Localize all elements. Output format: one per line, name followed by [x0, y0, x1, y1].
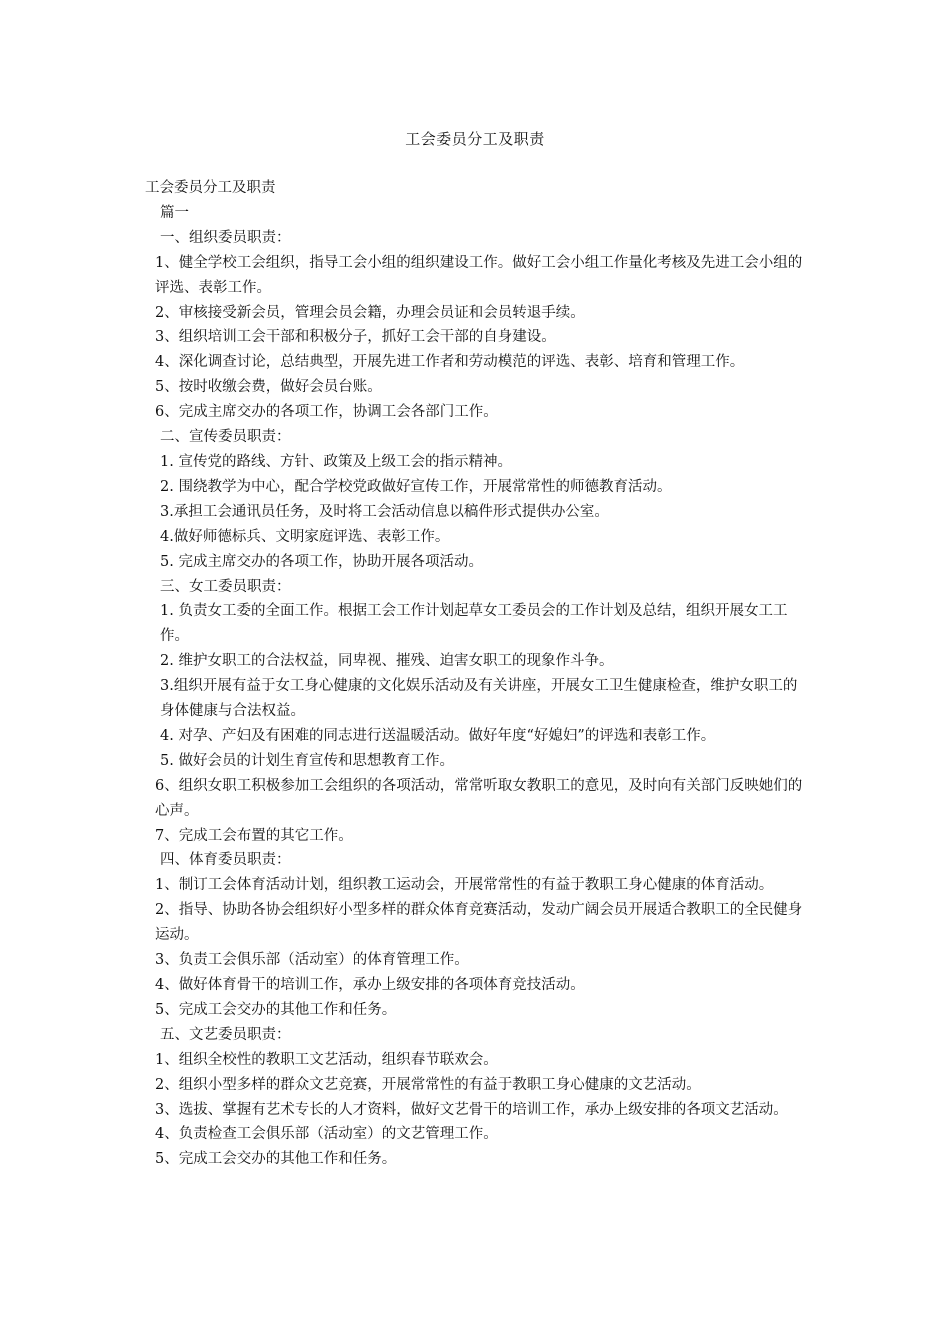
list-item: 1、组织全校性的教职工文艺活动，组织春节联欢会。 [155, 1051, 498, 1068]
list-item: 2、组织小型多样的群众文艺竞赛，开展常常性的有益于教职工身心健康的文艺活动。 [155, 1076, 701, 1093]
list-item: 5、按时收缴会费，做好会员台账。 [155, 379, 382, 396]
doc-subtitle: 工会委员分工及职责 [145, 180, 276, 196]
section-heading: 五、文艺委员职责： [160, 1026, 291, 1043]
list-item: 5、完成工会交办的其他工作和任务。 [155, 1151, 397, 1168]
list-item: 4、负责检查工会俱乐部（活动室）的文艺管理工作。 [155, 1126, 498, 1143]
doc-part-label: 篇一 [160, 204, 189, 221]
section-heading: 四、体育委员职责： [160, 852, 291, 869]
list-item: 1. 负责女工委的全面工作。根据工会工作计划起草女工委员会的工作计划及总结，组织开展女工工作。 [160, 603, 788, 645]
section-heading: 三、女工委员职责： [160, 578, 291, 595]
list-item: 5. 完成主席交办的各项工作，协助开展各项活动。 [160, 553, 483, 570]
list-item: 3.承担工会通讯员任务，及时将工会活动信息以稿件形式提供办公室。 [160, 503, 609, 520]
list-item: 4. 对孕、产妇及有困难的同志进行送温暖活动。做好年度“好媳妇”的评选和表彰工作。 [160, 727, 716, 744]
list-item: 4、做好体育骨干的培训工作，承办上级安排的各项体育竞技活动。 [155, 977, 585, 993]
document-title: 工会委员分工及职责 [405, 130, 545, 148]
list-item: 5、完成工会交办的其他工作和任务。 [155, 1001, 397, 1018]
list-item: 2. 维护女职工的合法权益，同卑视、摧残、迫害女职工的现象作斗争。 [160, 653, 614, 670]
list-item: 4.做好师德标兵、文明家庭评选、表彰工作。 [160, 528, 450, 545]
list-item: 2、指导、协助各协会组织好小型多样的群众体育竞赛活动，发动广阔会员开展适合教职工的全民健身运动。 [155, 902, 803, 944]
list-item: 3.组织开展有益于女工身心健康的文化娱乐活动及有关讲座，开展女工卫生健康检查，维护女职工的身体健康与合法权益。 [160, 678, 798, 720]
list-item: 1. 宣传党的路线、方针、政策及上级工会的指示精神。 [160, 453, 512, 470]
list-item: 6、完成主席交办的各项工作，协调工会各部门工作。 [155, 404, 498, 421]
list-item: 5. 做好会员的计划生育宣传和思想教育工作。 [160, 752, 454, 769]
list-item: 3、选拔、掌握有艺术专长的人才资料，做好文艺骨干的培训工作，承办上级安排的各项文艺活动。 [155, 1101, 788, 1118]
list-item: 1、健全学校工会组织，指导工会小组的组织建设工作。做好工会小组工作量化考核及先进工会小组的评选、表彰工作。 [155, 254, 803, 296]
list-item: 6、组织女职工积极参加工会组织的各项活动，常常听取女教职工的意见，及时向有关部门反映她们的心声。 [155, 777, 803, 819]
list-item: 2、审核接受新会员，管理会员会籍，办理会员证和会员转退手续。 [155, 304, 585, 321]
list-item: 7、完成工会布置的其它工作。 [155, 827, 353, 844]
list-item: 2. 围绕教学为中心，配合学校党政做好宣传工作，开展常常性的师德教育活动。 [160, 478, 672, 495]
list-item: 3、负责工会俱乐部（活动室）的体育管理工作。 [155, 952, 469, 969]
section-heading: 二、宣传委员职责： [160, 429, 291, 446]
document-body [145, 176, 810, 1172]
list-item: 1、制订工会体育活动计划，组织教工运动会，开展常常性的有益于教职工身心健康的体育活动。 [155, 877, 774, 894]
section-heading: 一、组织委员职责： [160, 229, 291, 246]
list-item: 4、深化调查讨论，总结典型，开展先进工作者和劳动模范的评选、表彰、培育和管理工作。 [155, 354, 745, 371]
list-item: 3、组织培训工会干部和积极分子，抓好工会干部的自身建设。 [155, 329, 556, 346]
